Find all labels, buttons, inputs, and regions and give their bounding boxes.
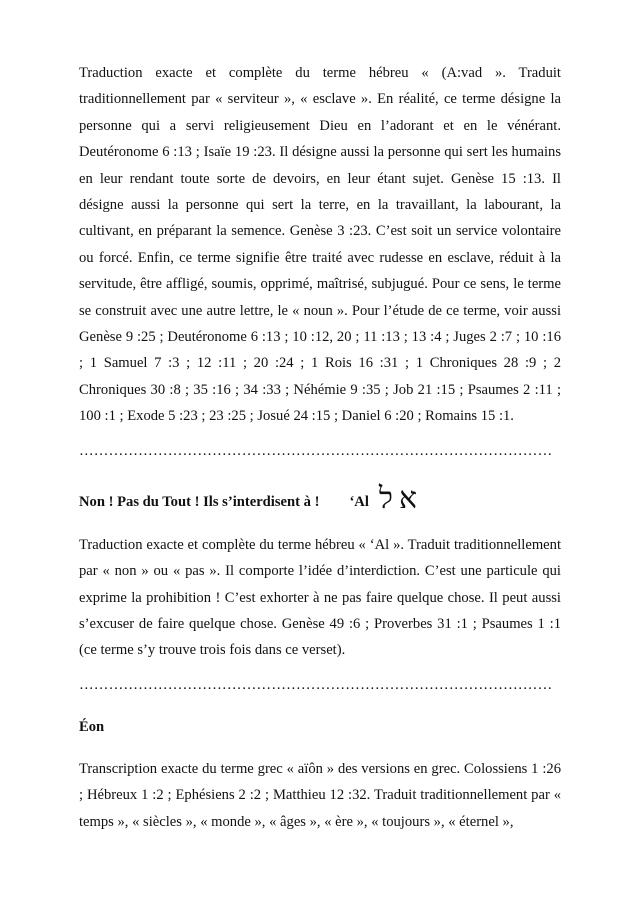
dotted-separator: ……………………………………………………………………………………	[79, 442, 553, 459]
definition-paragraph-al: Traduction exacte et complète du terme hébreu « ‘Al ». Traduit traditionnellement par « non » ou « pas ». Il comporte l’idée d’interdiction. C’est une particule qui exprime la prohibition ! C’est exhorter à ne pas faire quelque chose. Il peut aussi s’excuser de faire quelque chose. Genèse 49 :6 ; Proverbes 31 :1 ; Psaumes 1 :1 (ce terme s’y trouve trois fois dans ce verset).	[79, 536, 561, 659]
definition-paragraph-eon: Transcription exacte du terme grec « aïôn » des versions en grec. Colossiens 1 :26 ; Hébreux 1 :2 ; Ephésiens 2 :2 ; Matthieu 12 :32. Traduit traditionnellement par « temps », « siècles », « monde », « âges », « ère », « toujours », « éternel »,	[79, 760, 561, 830]
definition-paragraph-avad: Traduction exacte et complète du terme hébreu « (A:vad ». Traduit traditionnellement par « serviteur », « esclave ». En réalité, ce terme désigne la personne qui a servi religieusement Dieu en l’adorant et en le vénérant. Deutéronome 6 :13 ; Isaïe 19 :23. Il désigne aussi la personne qui sert les humains en leur rendant toute sorte de devoirs, en leur étant sujet. Genèse 15 :13. Il désigne aussi la personne qui sert la terre, en la travaillant, la labourant, la cultivant, en préparant la semence. Genèse 3 :23. C’est soit un service volontaire ou forcé. Enfin, ce terme signifie être traité avec rudesse en esclave, réduit à la servitude, être affligé, soumis, opprimé, maîtrisé, subjugué. Pour ce sens, le terme se construit avec une autre lettre, le « noun ». Pour l’étude de ce terme, voir aussi Genèse 9 :25 ; Deutéronome 6 :13 ; 10 :12, 20 ; 11 :13 ; 13 :4 ; Juges 2 :7 ; 10 :16 ; 1 Samuel 7 :3 ; 12 :11 ; 20 :24 ; 1 Rois 16 :31 ; 1 Chroniques 28 :9 ; 2 Chroniques 30 :8 ; 35 :16 ; 34 :33 ; Néhémie 9 :35 ; Job 21 :15 ; Psaumes 2 :11 ; 100 :1 ; Exode 5 :23 ; 23 :25 ; Josué 24 :15 ; Daniel 6 :20 ; Romains 15 :1.	[79, 65, 561, 425]
document-page	[79, 60, 561, 835]
entry-title: Non ! Pas du Tout ! Ils s’interdisent à !	[79, 494, 320, 511]
hebrew-word: אל	[378, 480, 423, 516]
entry-heading-al	[79, 482, 561, 516]
entry-transliteration: ‘Al	[349, 494, 369, 511]
entry-title-eon: Éon	[79, 718, 105, 735]
dotted-separator: ……………………………………………………………………………………	[79, 676, 553, 693]
